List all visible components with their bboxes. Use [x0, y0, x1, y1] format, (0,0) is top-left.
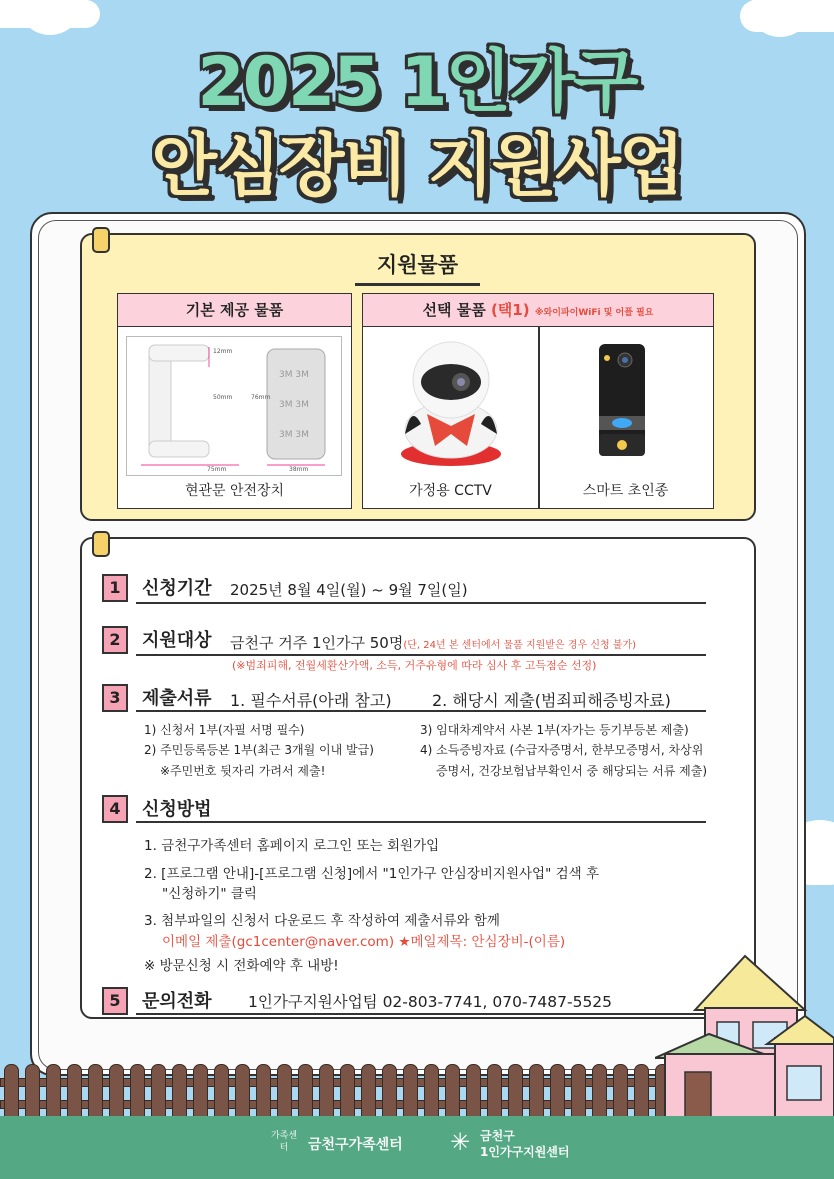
- family-center-mark: 가족센터: [270, 1131, 298, 1153]
- basic-item-caption: 현관문 안전장치: [184, 483, 285, 499]
- basic-items-header: 기본 제공 물품: [118, 294, 351, 327]
- method-line: "신청하기" 클릭: [162, 886, 257, 902]
- doc-note: ※주민번호 뒷자리 가려서 제출!: [160, 764, 326, 778]
- doc-item: 3) 임대차계약서 사본 1부(자가는 등기부등본 제출): [420, 723, 689, 737]
- clip-icon: [92, 531, 110, 557]
- svg-text:3M 3M: 3M 3M: [279, 400, 309, 410]
- fence-post: [466, 1064, 481, 1120]
- method-line: 1. 금천구가족센터 홈페이지 로그인 또는 회원가입: [144, 838, 440, 854]
- fence-post: [382, 1064, 397, 1120]
- fence-post: [151, 1064, 166, 1120]
- method-line: 3. 첨부파일의 신청서 다운로드 후 작성하여 제출서류와 함께: [144, 913, 500, 929]
- method-line: 2. [프로그램 안내]-[프로그램 신청]에서 "1인가구 안심장비지원사업" 검색 후: [144, 866, 600, 882]
- dim-text: 12mm: [213, 348, 233, 355]
- fence-post: [67, 1064, 82, 1120]
- fence-post: [193, 1064, 208, 1120]
- house-illustration: [655, 950, 834, 1120]
- step-label: 지원대상: [142, 630, 212, 651]
- contact-value: 1인가구지원사업팀 02-803-7741, 070-7487-5525: [248, 993, 613, 1011]
- items-heading: 지원물품: [355, 249, 480, 286]
- svg-text:3M 3M: 3M 3M: [279, 370, 309, 380]
- step-number: 4: [102, 795, 128, 823]
- svg-text:3M 3M: 3M 3M: [279, 430, 309, 440]
- single-center-line1: 금천구: [480, 1129, 515, 1143]
- dim-text: 38mm: [289, 466, 309, 473]
- underline: [136, 654, 706, 656]
- cctv-image: [381, 334, 521, 474]
- fence-post: [550, 1064, 565, 1120]
- underline: [136, 602, 706, 604]
- step-value: [230, 632, 636, 653]
- doorbell-caption: 스마트 초인종: [582, 483, 669, 499]
- fence-post: [130, 1064, 145, 1120]
- fence-post: [277, 1064, 292, 1120]
- doc-item-cont: 증명서, 건강보험납부확인서 중 해당되는 서류 제출): [436, 764, 708, 778]
- step-number: 1: [102, 574, 128, 602]
- email-instruction: 이메일 제출(gc1center@naver.com) ★메일제목: 안심장비-(이름): [162, 934, 566, 950]
- optional-header-main: 선택 물품: [422, 301, 486, 319]
- target-criteria: (※범죄피해, 전월세환산가액, 소득, 거주유형에 따라 심사 후 고득점순 선정): [232, 659, 597, 672]
- step-label: 문의전화: [142, 991, 212, 1012]
- clip-icon: [92, 227, 110, 253]
- dim-text: 75mm: [207, 466, 227, 473]
- door-guard-illustration: [127, 337, 341, 475]
- fence-post: [592, 1064, 607, 1120]
- fence-post: [508, 1064, 523, 1120]
- fence-post: [403, 1064, 418, 1120]
- fence-post: [613, 1064, 628, 1120]
- underline: [136, 821, 706, 823]
- doc-item: 1) 신청서 1부(자필 서명 필수): [144, 723, 305, 737]
- target-text: 금천구 거주 1인가구 50명: [230, 634, 404, 652]
- fence-post: [172, 1064, 187, 1120]
- fence-post: [361, 1064, 376, 1120]
- doorbell-image: [541, 334, 701, 474]
- title-line2: 안심장비 지원사업: [151, 127, 683, 206]
- family-center-logo: [268, 1124, 438, 1164]
- single-household-logo: [446, 1124, 606, 1164]
- underline: [136, 1013, 706, 1015]
- underline: [136, 710, 706, 712]
- basic-items-box: [117, 293, 352, 509]
- step-number: 3: [102, 684, 128, 712]
- fence-post: [109, 1064, 124, 1120]
- fence-post: [319, 1064, 334, 1120]
- step-number: 2: [102, 626, 128, 654]
- cctv-caption: 가정용 CCTV: [409, 483, 492, 499]
- doorbell-illustration: [541, 334, 701, 474]
- step-label: 제출서류: [142, 688, 212, 709]
- sparkle-icon: ✳: [450, 1128, 471, 1156]
- dim-text: 76mm: [251, 394, 271, 401]
- optional-items-box: [362, 293, 714, 509]
- fence-post: [214, 1064, 229, 1120]
- fence-post: [340, 1064, 355, 1120]
- optional-items-header: [363, 294, 713, 327]
- title-line1: 2025 1인가구: [197, 43, 637, 122]
- target-note: (단, 24년 본 센터에서 물품 지원받은 경우 신청 불가): [403, 640, 637, 651]
- fence-post: [445, 1064, 460, 1120]
- docs-required: 1. 필수서류(아래 참고): [230, 691, 392, 710]
- fence-post: [529, 1064, 544, 1120]
- single-center-line2: 1인가구지원센터: [480, 1145, 570, 1159]
- fence-post: [25, 1064, 40, 1120]
- fence-post: [4, 1064, 19, 1120]
- step-value: 2025년 8월 4일(월) ~ 9월 7일(일): [230, 581, 468, 599]
- fence-post: [298, 1064, 313, 1120]
- step-label: 신청방법: [142, 799, 212, 820]
- fence-post: [487, 1064, 502, 1120]
- doc-item: 4) 소득증빙자료 (수급자증명서, 한부모증명서, 차상위: [420, 743, 704, 757]
- fence-post: [634, 1064, 649, 1120]
- step-label: 신청기간: [142, 578, 212, 599]
- fence-post: [424, 1064, 439, 1120]
- fence-post: [571, 1064, 586, 1120]
- doc-item: 2) 주민등록등본 1부(최근 3개월 이내 발급): [144, 743, 374, 757]
- visit-note: ※ 방문신청 시 전화예약 후 내방!: [144, 958, 339, 974]
- fence-post: [235, 1064, 250, 1120]
- optional-header-choice: (택1): [490, 301, 530, 319]
- step-number: 5: [102, 987, 128, 1015]
- door-guard-image: [126, 336, 342, 476]
- family-center-name: 금천구가족센터: [308, 1137, 403, 1153]
- cctv-illustration: [381, 334, 521, 474]
- fence-post: [88, 1064, 103, 1120]
- fence-post: [256, 1064, 271, 1120]
- dim-text: 50mm: [213, 394, 233, 401]
- optional-header-note: ※와이파이WiFi 및 어플 필요: [534, 308, 654, 318]
- docs-optional: 2. 해당시 제출(범죄피해증빙자료): [432, 691, 671, 710]
- fence-post: [46, 1064, 61, 1120]
